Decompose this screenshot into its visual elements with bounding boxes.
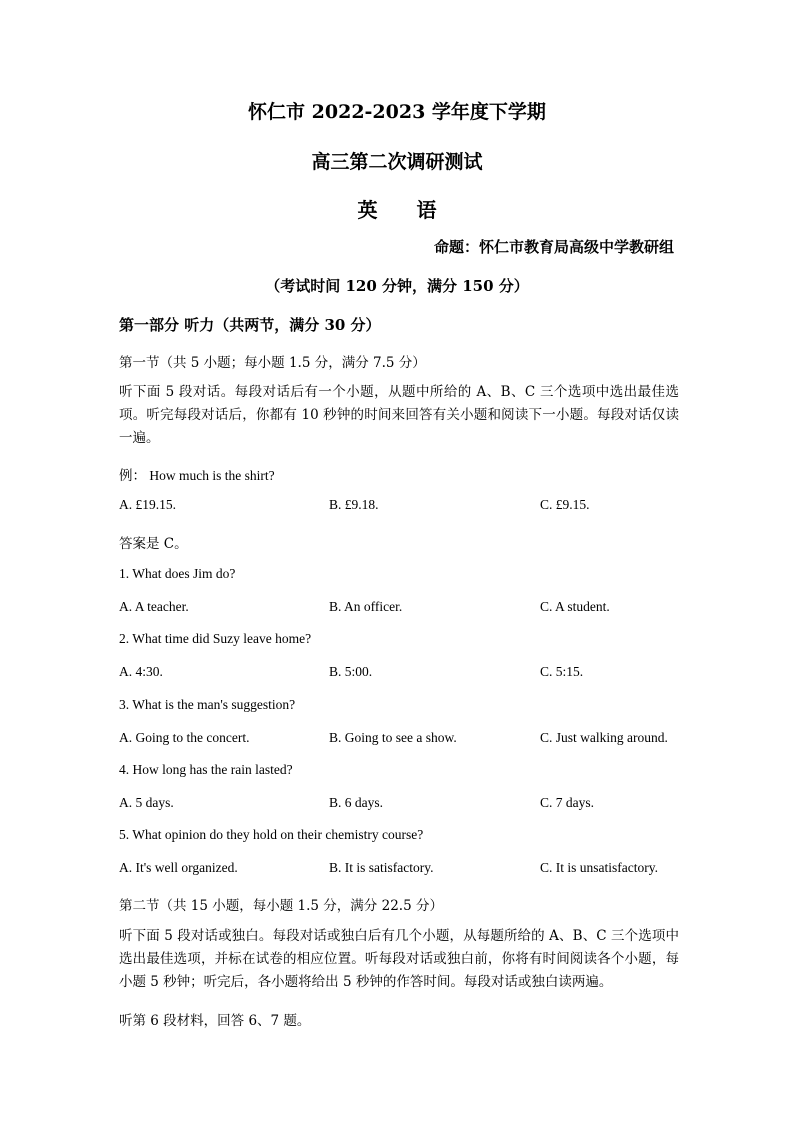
question-4-option-b: B. 6 days. xyxy=(329,795,383,810)
example-option-a: A. £19.15. xyxy=(119,497,176,512)
example-question: 例： How much is the shirt? xyxy=(119,468,275,483)
question-3-option-b: B. Going to see a show. xyxy=(329,730,457,745)
question-3: 3. What is the man's suggestion? xyxy=(119,697,296,712)
question-5: 5. What opinion do they hold on their chemistry course? xyxy=(119,827,424,842)
exam-title: 怀仁市 2022-2023 学年度下学期 xyxy=(248,101,546,123)
question-2-option-b: B. 5:00. xyxy=(329,664,373,679)
question-3-option-c: C. Just walking around. xyxy=(540,730,668,745)
question-2-option-a: A. 4:30. xyxy=(119,664,163,679)
question-5-option-c: C. It is unsatisfactory. xyxy=(540,860,658,875)
section1-instructions: 听下面 5 段对话。每段对话后有一个小题，从题中所给的 A、B、C 三个选项中选出最佳选项。听完每段对话后，你都有 10 秒钟的时间来回答有关小题和阅读下一小题。每段对话仅读一遍。 xyxy=(119,384,679,446)
section2-instructions: 听下面 5 段对话或独白。每段对话或独白后有几个小题，从每题所给的 A、B、C 三个选项中选出最佳选项，并标在试卷的相应位置。听每段对话或独白前，你将有时间阅读各个小题，每小题 5 秒钟；听完后，各小题将给出 5 秒钟的作答时间。每段对话或独白读两遍。 xyxy=(119,928,679,990)
question-1-option-c: C. A student. xyxy=(540,599,610,614)
question-3-option-a: A. Going to the concert. xyxy=(119,730,250,745)
exam-subtitle: 高三第二次调研测试 xyxy=(311,151,483,173)
part1-heading: 第一部分 听力（共两节，满分 30 分） xyxy=(119,316,381,334)
question-2: 2. What time did Suzy leave home? xyxy=(119,631,312,646)
section2-material: 听第 6 段材料，回答 6、7 题。 xyxy=(119,1013,311,1029)
subject-title: 英 语 xyxy=(357,198,453,222)
question-1-option-a: A. A teacher. xyxy=(119,599,189,614)
question-1-option-b: B. An officer. xyxy=(329,599,403,614)
example-answer: 答案是 C。 xyxy=(119,536,188,552)
author-line: 命题：怀仁市教育局高级中学教研组 xyxy=(433,238,674,256)
question-4-option-c: C. 7 days. xyxy=(540,795,594,810)
question-2-option-c: C. 5:15. xyxy=(540,664,584,679)
exam-info: （考试时间 120 分钟，满分 150 分） xyxy=(265,277,529,295)
question-4: 4. How long has the rain lasted? xyxy=(119,762,293,777)
question-5-option-a: A. It's well organized. xyxy=(119,860,238,875)
question-1: 1. What does Jim do? xyxy=(119,566,236,581)
example-option-b: B. £9.18. xyxy=(329,497,379,512)
section2-heading: 第二节（共 15 小题，每小题 1.5 分，满分 22.5 分） xyxy=(119,898,443,914)
example-option-c: C. £9.15. xyxy=(540,497,590,512)
question-5-option-b: B. It is satisfactory. xyxy=(329,860,434,875)
question-4-option-a: A. 5 days. xyxy=(119,795,174,810)
section1-heading: 第一节（共 5 小题；每小题 1.5 分，满分 7.5 分） xyxy=(119,355,426,371)
